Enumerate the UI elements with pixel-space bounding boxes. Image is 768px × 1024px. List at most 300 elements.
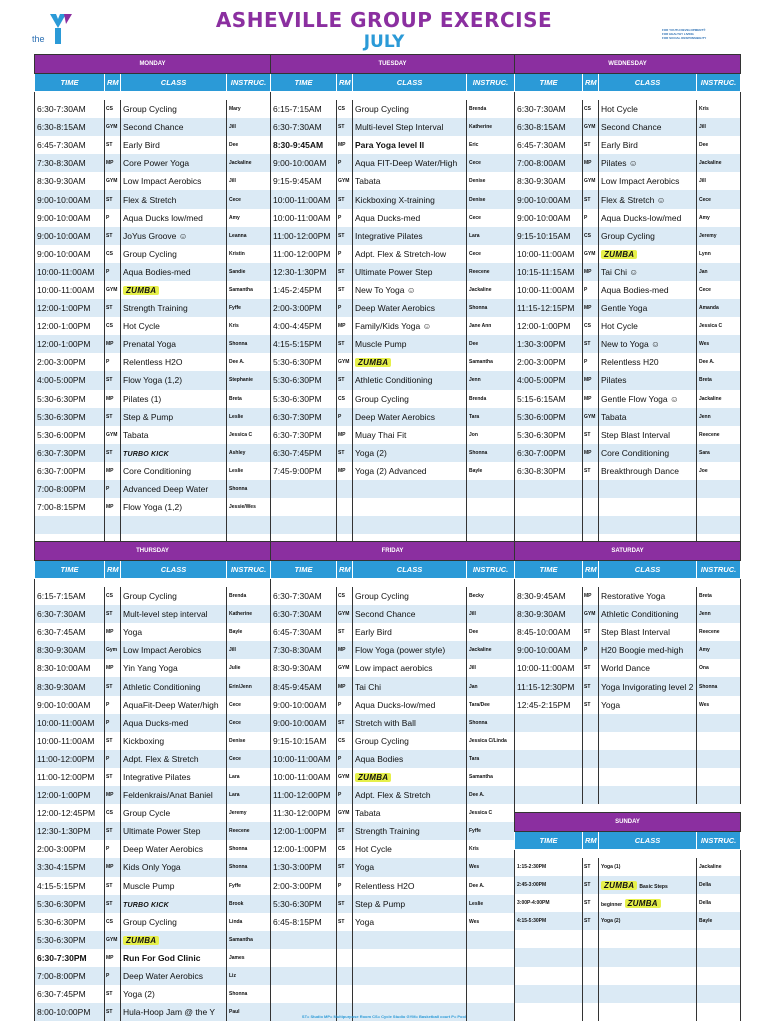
class-room: ST (105, 1003, 121, 1021)
schedule-row (35, 190, 271, 208)
class-name: Early Bird (599, 136, 697, 154)
schedule-row (271, 786, 515, 804)
class-time: 9:00-10:00AM (35, 227, 105, 245)
class-instructor: Jane Ann (467, 317, 515, 335)
day-header: MONDAY (35, 55, 271, 74)
class-name: Tabata (121, 426, 227, 444)
class-name: Hot Cycle (599, 317, 697, 335)
class-room: MP (337, 317, 353, 335)
class-instructor: Wes (467, 913, 515, 931)
class-time: 5:30-6:30PM (35, 913, 105, 931)
class-name (599, 480, 697, 498)
class-room: ST (337, 281, 353, 299)
schedule-row (515, 768, 741, 786)
class-room: P (105, 209, 121, 227)
column-header-time: TIME (271, 561, 337, 579)
class-time: 6:30-7:45PM (271, 444, 337, 462)
class-instructor: Lynn (697, 245, 741, 263)
class-name: Aqua Bodies-med (121, 263, 227, 281)
class-room: ST (105, 371, 121, 389)
class-room: P (337, 786, 353, 804)
schedule-row (35, 100, 271, 118)
schedule-row (271, 480, 515, 498)
schedule-row (271, 696, 515, 714)
class-instructor: Cece (467, 209, 515, 227)
class-time: 6:30-8:30PM (515, 462, 583, 480)
column-header-class: CLASS (121, 561, 227, 579)
class-time: 11:15-12:15PM (515, 299, 583, 317)
class-room: CS (583, 317, 599, 335)
class-time: 8:00-10:00PM (35, 1003, 105, 1021)
schedule-row (271, 641, 515, 659)
class-name: Feldenkrais/Anat Baniel (121, 786, 227, 804)
class-time: 2:00-3:00PM (271, 877, 337, 895)
class-name: Group Cycling (599, 227, 697, 245)
class-instructor: Shonna (697, 677, 741, 695)
class-instructor: Dee A. (467, 786, 515, 804)
class-instructor: Shonna (227, 335, 271, 353)
class-time: 8:30-9:30AM (271, 659, 337, 677)
zumba-logo: ZUMBA (123, 286, 159, 295)
class-time: 1:15-2:30PM (515, 858, 583, 876)
class-time: 8:45-9:45AM (271, 677, 337, 695)
class-room: GYM (337, 353, 353, 371)
class-time (271, 516, 337, 534)
class-name: Flow Yoga (1,2) (121, 498, 227, 516)
zumba-logo: ZUMBA (355, 358, 391, 367)
class-instructor: Fyffe (467, 822, 515, 840)
class-time: 12:00-1:00PM (35, 786, 105, 804)
class-name (353, 967, 467, 985)
column-header-instructor: INSTRUC. (227, 561, 271, 579)
class-time: 6:30-7:45AM (35, 623, 105, 641)
column-header-instructor: INSTRUC. (467, 561, 515, 579)
class-time: 10:00-11:00AM (515, 659, 583, 677)
class-room: ST (583, 426, 599, 444)
schedule-row (515, 209, 741, 227)
class-room: MP (583, 263, 599, 281)
class-instructor: Dee (227, 136, 271, 154)
class-name: Step & Pump (121, 408, 227, 426)
class-room: P (583, 353, 599, 371)
class-time: 5:30-6:30PM (515, 426, 583, 444)
schedule-row (35, 172, 271, 190)
class-name: Strength Training (353, 822, 467, 840)
class-name: Gentle Yoga (599, 299, 697, 317)
sunday-schedule (514, 812, 740, 1021)
class-time: 11:00-12:00PM (271, 245, 337, 263)
class-time: 10:00-11:00AM (271, 190, 337, 208)
class-room: P (337, 877, 353, 895)
class-name (353, 985, 467, 1003)
class-time: 6:30-7:30PM (271, 408, 337, 426)
class-instructor: Cece (467, 245, 515, 263)
class-instructor: Samantha (467, 353, 515, 371)
class-room (337, 931, 353, 949)
class-time: 6:30-7:30AM (515, 100, 583, 118)
day-header: TUESDAY (271, 55, 515, 74)
class-room: GYM (337, 172, 353, 190)
class-room: ST (337, 227, 353, 245)
class-room (583, 714, 599, 732)
class-name: Step Blast Interval (599, 623, 697, 641)
schedule-row (35, 444, 271, 462)
class-time: 12:45-2:15PM (515, 696, 583, 714)
class-instructor: Leslie (467, 895, 515, 913)
class-room: MP (583, 390, 599, 408)
tuesday-schedule (270, 54, 514, 552)
class-time: 6:30-7:30PM (35, 444, 105, 462)
class-name: Adpt. Flex & Stretch (353, 786, 467, 804)
class-time (271, 949, 337, 967)
class-room (583, 948, 599, 966)
class-instructor: Jeremy (697, 227, 741, 245)
class-instructor: Leanna (227, 227, 271, 245)
class-room: GYM (337, 605, 353, 623)
class-room: ST (583, 623, 599, 641)
schedule-row (271, 587, 515, 605)
class-instructor: Ona (697, 659, 741, 677)
class-name (353, 768, 467, 786)
class-room: ST (337, 714, 353, 732)
class-instructor: Jan (697, 263, 741, 281)
class-room: ST (337, 118, 353, 136)
class-time: 7:00-8:15PM (35, 498, 105, 516)
saturday-schedule (514, 541, 740, 804)
schedule-row (515, 985, 741, 1003)
class-room: CS (105, 317, 121, 335)
class-instructor: Jackaline (467, 281, 515, 299)
class-room: CS (583, 227, 599, 245)
class-time: 8:30-9:30AM (35, 172, 105, 190)
class-room: ST (583, 876, 599, 894)
class-room: ST (105, 732, 121, 750)
class-name (599, 948, 697, 966)
schedule-row (515, 190, 741, 208)
schedule-row (515, 732, 741, 750)
class-room: P (105, 714, 121, 732)
class-room: P (105, 480, 121, 498)
schedule-row (515, 335, 741, 353)
schedule-row (515, 281, 741, 299)
class-room: CS (337, 390, 353, 408)
class-instructor (467, 985, 515, 1003)
class-instructor: Brook (227, 895, 271, 913)
class-instructor (697, 714, 741, 732)
schedule-row (271, 498, 515, 516)
class-name: Ultimate Power Step (353, 263, 467, 281)
class-room: MP (337, 641, 353, 659)
class-name: Run For God Clinic (121, 949, 227, 967)
schedule-row (515, 696, 741, 714)
class-room: P (337, 408, 353, 426)
schedule-row (515, 154, 741, 172)
class-room (583, 985, 599, 1003)
class-instructor: Della (697, 876, 741, 894)
class-time (515, 930, 583, 948)
page-month: JULY (363, 32, 405, 52)
class-time: 5:30-6:30PM (35, 931, 105, 949)
schedule-row (271, 732, 515, 750)
class-time: 6:30-7:00PM (35, 462, 105, 480)
class-time: 4:00-4:45PM (271, 317, 337, 335)
class-time: 5:30-6:30PM (35, 895, 105, 913)
class-name: Tabata (599, 408, 697, 426)
class-instructor (697, 732, 741, 750)
class-room: CS (105, 587, 121, 605)
class-room: MP (337, 677, 353, 695)
class-room: ST (583, 912, 599, 930)
class-name (599, 732, 697, 750)
class-instructor: Samantha (467, 768, 515, 786)
schedule-row (271, 390, 515, 408)
class-time: 6:30-7:30AM (35, 605, 105, 623)
class-name: Aqua Ducks low/med (121, 209, 227, 227)
class-name: Group Cycling (121, 913, 227, 931)
class-instructor: Katherine (227, 605, 271, 623)
class-time: 8:30-9:30AM (515, 172, 583, 190)
friday-schedule (270, 541, 514, 1021)
class-name: Deep Water Aerobics (121, 967, 227, 985)
schedule-row (35, 390, 271, 408)
class-instructor: Denise (227, 732, 271, 750)
class-name: Kids Only Yoga (121, 858, 227, 876)
class-name: Tabata (353, 804, 467, 822)
schedule-row (515, 227, 741, 245)
class-time: 2:00-3:00PM (271, 299, 337, 317)
class-room (583, 750, 599, 768)
column-header-instructor: INSTRUC. (697, 74, 741, 92)
class-instructor: Cece (227, 190, 271, 208)
page-title: ASHEVILLE GROUP EXERCISE (215, 8, 553, 32)
class-time: 6:45-7:30AM (515, 136, 583, 154)
class-name (599, 894, 697, 912)
class-instructor (467, 967, 515, 985)
class-instructor: Breta (697, 587, 741, 605)
class-time: 6:30-7:45PM (35, 985, 105, 1003)
class-room: CS (337, 840, 353, 858)
schedule-row (35, 714, 271, 732)
schedule-row (515, 317, 741, 335)
class-instructor: Lara (227, 786, 271, 804)
class-room: ST (105, 227, 121, 245)
class-time: 9:15-9:45AM (271, 172, 337, 190)
class-instructor (467, 498, 515, 516)
class-room: P (105, 263, 121, 281)
class-time: 9:00-10:00AM (515, 190, 583, 208)
class-name: Gentle Flow Yoga ☺ (599, 390, 697, 408)
class-time: 11:00-12:00PM (35, 768, 105, 786)
class-time: 6:30-7:30AM (35, 100, 105, 118)
class-name: Athletic Conditioning (353, 371, 467, 389)
class-instructor: Jill (697, 172, 741, 190)
class-time: 8:30-9:45AM (515, 587, 583, 605)
class-room: MP (583, 444, 599, 462)
class-time (271, 480, 337, 498)
class-name: Deep Water Aerobics (121, 840, 227, 858)
class-time: 6:15-7:15AM (35, 587, 105, 605)
schedule-row (271, 353, 515, 371)
day-header: SUNDAY (515, 813, 741, 832)
class-instructor: Jenn (697, 408, 741, 426)
schedule-row (271, 822, 515, 840)
class-room (583, 498, 599, 516)
schedule-row (515, 118, 741, 136)
class-time: 12:00-1:00PM (271, 840, 337, 858)
class-instructor: Tara (467, 408, 515, 426)
class-name: Yoga (353, 858, 467, 876)
class-name: Group Cycling (121, 100, 227, 118)
class-time: 1:45-2:45PM (271, 281, 337, 299)
schedule-row (35, 462, 271, 480)
class-name: Relentless H2O (353, 877, 467, 895)
class-instructor: Shonna (467, 714, 515, 732)
class-room: MP (105, 786, 121, 804)
class-instructor (697, 750, 741, 768)
class-time: 5:30-6:00PM (35, 426, 105, 444)
class-room: ST (337, 444, 353, 462)
schedule-row (35, 118, 271, 136)
class-time: 10:15-11:15AM (515, 263, 583, 281)
class-room (583, 768, 599, 786)
schedule-row (35, 371, 271, 389)
class-name: World Dance (599, 659, 697, 677)
schedule-row (515, 623, 741, 641)
class-instructor: Fyffe (227, 877, 271, 895)
schedule-row (35, 677, 271, 695)
class-room: P (337, 299, 353, 317)
thursday-schedule (34, 541, 270, 1021)
column-header-class: CLASS (599, 561, 697, 579)
class-instructor: Shonna (227, 480, 271, 498)
class-instructor: Ashley (227, 444, 271, 462)
class-room: ST (337, 895, 353, 913)
class-time (515, 967, 583, 985)
schedule-row (271, 299, 515, 317)
class-time: 12:00-1:00PM (35, 335, 105, 353)
class-name: Tai Chi (353, 677, 467, 695)
class-room: P (105, 696, 121, 714)
class-time: 9:00-10:00AM (515, 209, 583, 227)
class-time: 10:00-11:00AM (515, 245, 583, 263)
class-name: Kickboxing X-training (353, 190, 467, 208)
class-time: 9:00-10:00AM (271, 154, 337, 172)
class-time: 6:30-7:30AM (271, 118, 337, 136)
class-instructor: Eric (467, 136, 515, 154)
schedule-row (271, 677, 515, 695)
class-room: GYM (583, 408, 599, 426)
schedule-row (271, 605, 515, 623)
class-instructor: Shonna (227, 985, 271, 1003)
class-room: GYM (583, 118, 599, 136)
class-room: GYM (105, 426, 121, 444)
class-room: ST (105, 444, 121, 462)
class-name: Breakthrough Dance (599, 462, 697, 480)
schedule-row (35, 732, 271, 750)
schedule-row (35, 587, 271, 605)
class-instructor: Cece (697, 281, 741, 299)
class-name: Aqua Bodies-med (599, 281, 697, 299)
schedule-row (271, 804, 515, 822)
schedule-row (35, 263, 271, 281)
schedule-row (35, 227, 271, 245)
schedule-row (271, 136, 515, 154)
class-name: Pilates (599, 371, 697, 389)
class-name: Yoga (599, 696, 697, 714)
class-time: 6:45-7:30AM (271, 623, 337, 641)
class-room: ST (105, 190, 121, 208)
class-instructor: Brenda (467, 390, 515, 408)
schedule-row (515, 172, 741, 190)
class-name: Adpt. Flex & Stretch (121, 750, 227, 768)
class-time: 1:30-3:00PM (515, 335, 583, 353)
class-time: 4:00-5:00PM (35, 371, 105, 389)
class-time (515, 750, 583, 768)
class-instructor: Jill (467, 659, 515, 677)
class-room: ST (337, 623, 353, 641)
class-room: P (583, 209, 599, 227)
class-room: P (583, 281, 599, 299)
class-name: Integrative Pilates (121, 768, 227, 786)
class-instructor (697, 930, 741, 948)
class-room (337, 516, 353, 534)
class-time: 10:00-11:00AM (35, 263, 105, 281)
class-time: 4:00-5:00PM (515, 371, 583, 389)
class-instructor: Dee A. (227, 353, 271, 371)
class-instructor: Shonna (227, 858, 271, 876)
class-time: 6:30-7:30PM (35, 949, 105, 967)
class-room: CS (105, 804, 121, 822)
schedule-row (35, 353, 271, 371)
class-instructor: Denise (467, 190, 515, 208)
class-instructor: Erin/Jenn (227, 677, 271, 695)
class-time: 8:30-9:30AM (35, 641, 105, 659)
column-header-instructor: INSTRUC. (697, 832, 741, 850)
class-time: 6:30-7:30PM (271, 426, 337, 444)
schedule-row (35, 281, 271, 299)
class-instructor: Jill (227, 641, 271, 659)
schedule-row (515, 912, 741, 930)
class-room: GYM (105, 931, 121, 949)
class-name: Aqua Ducks-med (353, 209, 467, 227)
schedule-row (35, 750, 271, 768)
schedule-row (515, 426, 741, 444)
class-time: 8:30-9:45AM (271, 136, 337, 154)
schedule-row (515, 263, 741, 281)
class-name: Muay Thai Fit (353, 426, 467, 444)
class-instructor: Shonna (467, 299, 515, 317)
day-header: THURSDAY (35, 542, 271, 561)
class-name (599, 967, 697, 985)
column-header-time: TIME (271, 74, 337, 92)
class-name: Group Cycle (121, 804, 227, 822)
class-room: ST (105, 677, 121, 695)
class-instructor: Cece (227, 714, 271, 732)
class-instructor: Jackaline (697, 154, 741, 172)
schedule-row (271, 408, 515, 426)
class-room: GYM (337, 659, 353, 677)
column-header-instructor: INSTRUC. (697, 561, 741, 579)
class-instructor: Lara (227, 768, 271, 786)
class-instructor: Amanda (697, 299, 741, 317)
class-name: JoYus Groove ☺ (121, 227, 227, 245)
schedule-row (515, 894, 741, 912)
class-instructor: Becky (467, 587, 515, 605)
schedule-row (271, 317, 515, 335)
class-instructor: Mary (227, 100, 271, 118)
class-instructor: Jackaline (697, 858, 741, 876)
schedule-row (271, 209, 515, 227)
